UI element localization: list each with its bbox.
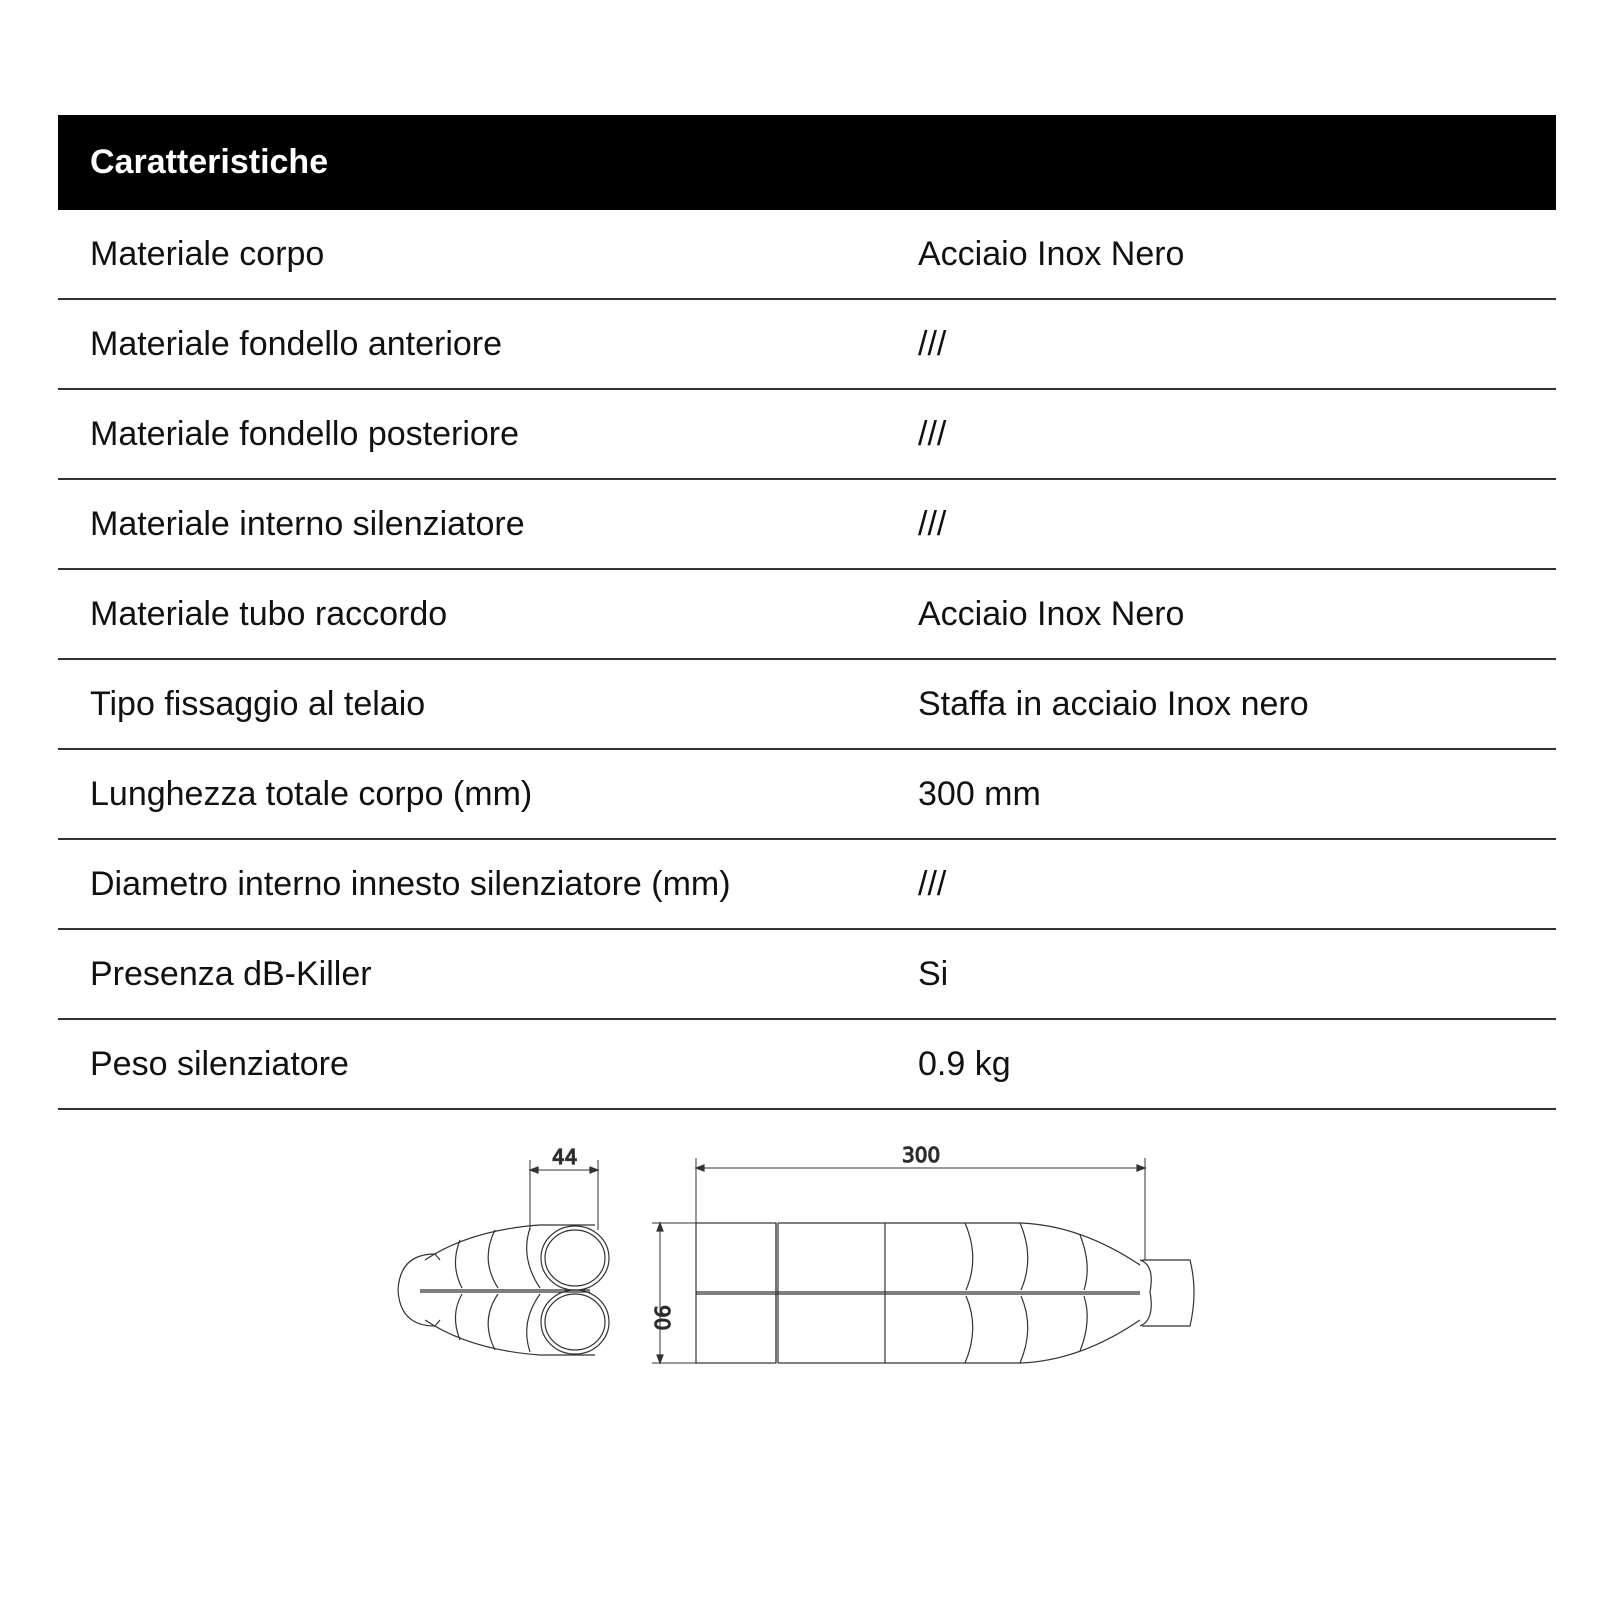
end-view — [398, 1160, 609, 1355]
spec-table — [58, 115, 1556, 1110]
spec-label: Diametro interno innesto silenziatore (mm) — [90, 864, 731, 903]
spec-value: /// — [918, 414, 947, 453]
spec-label: Materiale fondello anteriore — [90, 324, 503, 363]
table-row — [58, 840, 1556, 930]
table-row — [58, 300, 1556, 390]
table-row — [58, 570, 1556, 660]
spec-label: Tipo fissaggio al telaio — [90, 684, 426, 723]
spec-value: Acciaio Inox Nero — [918, 234, 1185, 273]
dim-height-label: 90 — [650, 1305, 674, 1331]
table-row — [58, 480, 1556, 570]
spec-value: /// — [918, 864, 947, 903]
spec-label: Presenza dB-Killer — [90, 954, 372, 993]
table-row — [58, 210, 1556, 300]
spec-value: 0.9 kg — [918, 1044, 1011, 1083]
side-view — [652, 1158, 1194, 1363]
spec-value: /// — [918, 504, 947, 543]
spec-label: Materiale fondello posteriore — [90, 414, 520, 453]
table-row — [58, 390, 1556, 480]
spec-value: Si — [918, 954, 949, 993]
table-header — [58, 115, 1556, 210]
table-title: Caratteristiche — [90, 143, 329, 181]
spec-label: Materiale interno silenziatore — [90, 504, 525, 543]
table-row — [58, 930, 1556, 1020]
spec-value: Staffa in acciaio Inox nero — [918, 684, 1309, 723]
spec-value: Acciaio Inox Nero — [918, 594, 1185, 633]
spec-value: /// — [918, 324, 947, 363]
dim-outlet-label: 44 — [552, 1145, 578, 1169]
table-row — [58, 750, 1556, 840]
table-row — [58, 660, 1556, 750]
spec-value: 300 mm — [918, 774, 1041, 813]
spec-label: Peso silenziatore — [90, 1044, 349, 1083]
spec-label: Materiale corpo — [90, 234, 325, 273]
table-row — [58, 1020, 1556, 1110]
dim-length-label: 300 — [902, 1143, 941, 1167]
spec-label: Lunghezza totale corpo (mm) — [90, 774, 533, 813]
spec-label: Materiale tubo raccordo — [90, 594, 448, 633]
technical-drawing — [380, 1143, 1240, 1430]
